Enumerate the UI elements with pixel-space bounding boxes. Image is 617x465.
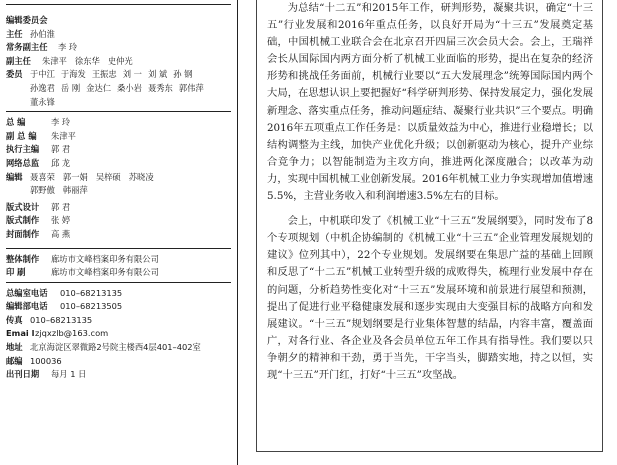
- row-value: 张 婷: [51, 215, 71, 226]
- editorial-row: [6, 116, 231, 130]
- person-name: 郭伟萍: [178, 82, 204, 93]
- person-name: 刘 一: [122, 69, 142, 80]
- row-label: 副 总 编: [6, 130, 37, 141]
- row-label: 版式制作: [6, 215, 40, 226]
- article-paragraph: 会上，中机联印发了《机械工业“十三五”发展纲要》，同时发布了8个专项规划（中机企协编制的《机械工业“十三五”企业管理发展规划的建议》位列其中），22个专业规划。发展纲要在集思广益的基础上回顾和反思了“十二五”机械工业转型升级的成败得失，梳理行业发展中存在的问题，分析趋势性变化对“十三五”发展环境和前景进行展望和预测，提出了促进行业平稳健康发展和逐步实现由大变强目标的战略方向和发展建议。“十三五”规划纲要是行业集体智慧的结晶，内容丰富，覆盖面广，对各行业、各企业及各会员单位五年工作具有指导性。我们要以只争朝夕的精神和干劲，勇于当先，干字当头，脚踏实地，持之以恒，实现“十三五”开门红，打好“十三五”攻坚战。: [267, 215, 593, 381]
- row-names: [30, 68, 225, 109]
- row-label: 总 编: [6, 117, 26, 128]
- contact-row-fax: [6, 314, 231, 328]
- contact-row-address: [6, 341, 231, 355]
- committee-title: 编辑委员会: [6, 15, 48, 25]
- row-value: 郭 君: [51, 201, 71, 212]
- production-row: [6, 266, 231, 280]
- person-name: 金达仁: [86, 82, 112, 93]
- contact-row-email: [6, 327, 231, 341]
- contact-row-issue-date: [6, 368, 231, 382]
- production-section: [6, 253, 231, 280]
- person-name: 韩丽萍: [62, 185, 88, 196]
- committee-row-director: [6, 28, 231, 42]
- row-value: 北京海淀区翠微路2号院主楼西4层401–402室: [30, 342, 201, 353]
- row-value: 每月 1 日: [51, 369, 87, 380]
- person-name: 聂喜荣: [30, 171, 55, 182]
- person-name: 朱津平: [42, 55, 67, 66]
- section-rule: [6, 282, 231, 283]
- row-label: 整体制作: [6, 253, 40, 264]
- row-label: 执行主编: [6, 144, 40, 155]
- editorial-row: [6, 143, 231, 157]
- person-name: 史仲光: [107, 55, 133, 66]
- production-row: [6, 253, 231, 267]
- committee-row-exec-deputy: [6, 41, 231, 55]
- row-value: 010–68213505: [60, 301, 123, 312]
- row-label: 出刊日期: [6, 369, 40, 380]
- row-label: 委员: [6, 69, 23, 80]
- person-name: 王振忠: [91, 69, 117, 80]
- person-name: 桑小岩: [117, 82, 142, 93]
- person-name: 孙逸君: [30, 82, 55, 93]
- person-name: 刘 斌: [147, 69, 168, 80]
- row-names: [30, 171, 190, 198]
- row-value: 李 玲: [51, 117, 71, 128]
- person-name: 孙 钢: [173, 69, 193, 80]
- row-value: 高 燕: [51, 228, 71, 239]
- person-name: 于中江: [30, 69, 55, 80]
- person-name: 聂秀东: [147, 82, 173, 93]
- row-label: 地址: [6, 342, 23, 353]
- contact-row-phone: [6, 287, 231, 301]
- committee-row-members: [6, 68, 231, 109]
- section-rule: [6, 111, 231, 112]
- row-label: 传真: [6, 314, 23, 325]
- row-value: 孙伯淮: [30, 28, 55, 39]
- editorial-section: [6, 116, 231, 241]
- row-label: 编辑部电话: [6, 301, 48, 312]
- contact-section: [6, 287, 231, 382]
- top-rule: [6, 4, 231, 5]
- committee-section: [6, 14, 231, 109]
- person-name: 董永锋: [30, 96, 55, 107]
- contact-row-phone: [6, 300, 231, 314]
- committee-row-deputy: [6, 55, 231, 69]
- article-box: [256, 0, 603, 452]
- editorial-row: [6, 130, 231, 144]
- section-rule: [6, 248, 231, 249]
- masthead-column: [6, 6, 231, 382]
- article-paragraph: 为总结“十二五”和2015年工作，研判形势，凝聚共识，确定“十三五”行业发展和2016年重点任务，以良好开局为“十三五”发展奠定基础，中国机械工业联合会在北京召开四届三次会员大会。会上，王瑞祥会长从国际国内两方面分析了机械工业面临的形势，提出在复杂的经济形势和挑战任务面前，机械行业要以“五大发展理念”统筹国际国内两个大局，在思想认识上要把握好“科学研判形势、保持发展定力，强化发展新理念、落实重点任务，推动问题症结、凝聚行业共识”三个要点。明确2016年五项重点工作任务是：以质量效益为中心，推进行业稳增长；以结构调整为主线，加快产业优化升级；以创新驱动为核心，提升产业综合竞争力；以智能制造为主攻方向，推进两化深度融合；以改革为动力，实现中国机械工业创新发展。2016年机械工业力争实现增加值增速5.5%，主营业务收入和利润增速3.5%左右的目标。: [267, 2, 593, 203]
- row-label: 网络总监: [6, 157, 40, 168]
- row-names: [42, 55, 222, 69]
- editorial-row: [6, 201, 231, 215]
- row-label: Emai l: [6, 328, 35, 339]
- row-label: 邮编: [6, 355, 23, 366]
- row-label: 编辑: [6, 171, 23, 182]
- person-name: 苏晓凌: [128, 171, 154, 182]
- editorial-row: [6, 157, 231, 171]
- email-value: zjqxzlb@163.com: [35, 328, 109, 339]
- row-value: 朱津平: [51, 130, 76, 141]
- editorial-row: [6, 214, 231, 228]
- row-label: 总编室电话: [6, 287, 48, 298]
- editorial-row: [6, 228, 231, 242]
- row-label: 副主任: [6, 55, 31, 66]
- person-name: 郭一娟: [62, 171, 88, 182]
- row-value: 郭 君: [51, 144, 71, 155]
- row-label: 印 刷: [6, 267, 26, 278]
- person-name: 郭野傲: [30, 185, 55, 196]
- person-name: 吴梓硕: [95, 171, 121, 182]
- row-value: 廊坊市文峰档案印务有限公司: [51, 253, 159, 264]
- row-value: 邱 龙: [51, 157, 71, 168]
- editorial-row-editors: [6, 171, 231, 198]
- row-label: 版式设计: [6, 201, 40, 212]
- person-name: 于海发: [60, 69, 86, 80]
- row-value: 李 玲: [58, 42, 78, 53]
- person-name: 徐东华: [74, 55, 100, 66]
- row-label: 封面制作: [6, 228, 40, 239]
- row-value: 010–68213135: [60, 287, 123, 298]
- row-label: 主任: [6, 28, 23, 39]
- row-label: 常务副主任: [6, 42, 48, 53]
- column-divider: [237, 0, 238, 465]
- row-value: 100036: [30, 355, 62, 366]
- row-value: 廊坊市文峰档案印务有限公司: [51, 267, 159, 278]
- person-name: 岳 刚: [60, 82, 81, 93]
- contact-row-postcode: [6, 355, 231, 369]
- row-value: 010–68213135: [30, 314, 93, 325]
